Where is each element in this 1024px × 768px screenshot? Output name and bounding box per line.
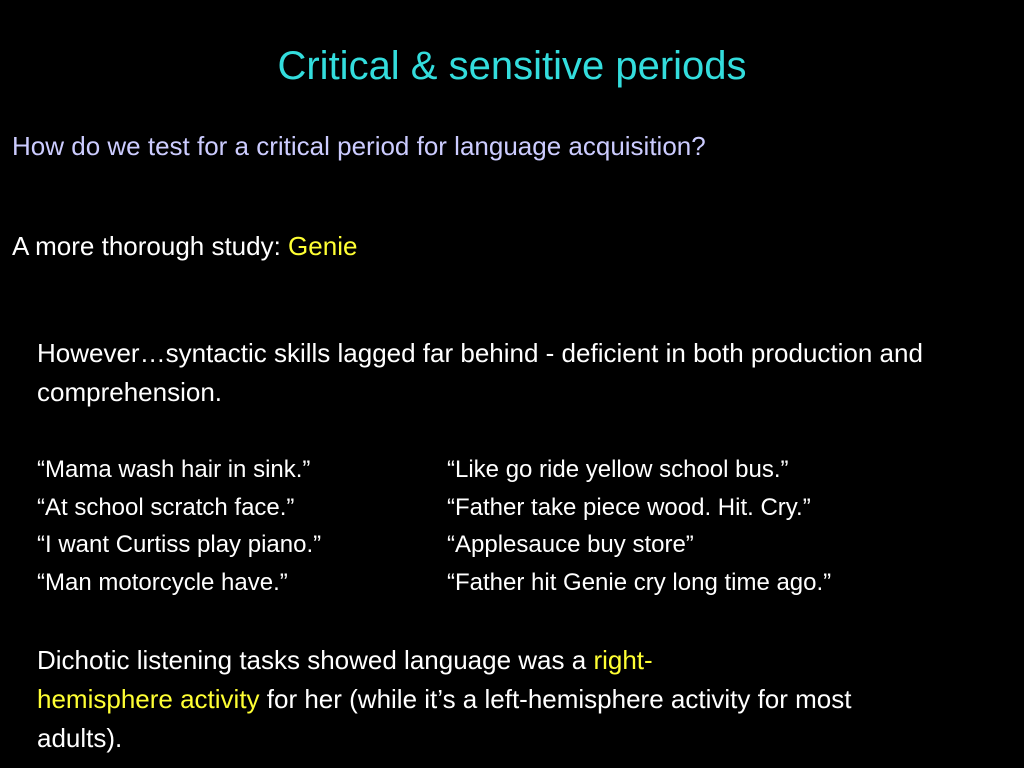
quote-right: “Father take piece wood. Hit. Cry.” xyxy=(447,493,811,521)
study-line xyxy=(12,228,357,264)
dichotic-paragraph xyxy=(37,641,897,758)
slide-title: Critical & sensitive periods xyxy=(277,44,747,88)
quote-left: “I want Curtiss play piano.” xyxy=(37,531,322,558)
quote-right: “Father hit Genie cry long time ago.” xyxy=(447,568,832,596)
however-paragraph: However…syntactic skills lagged far behind - deficient in both production and comprehension. xyxy=(37,338,923,407)
study-highlight: Genie xyxy=(288,231,358,261)
quote-right: “Like go ride yellow school bus.” xyxy=(447,456,789,483)
quote-left: “At school scratch face.” xyxy=(37,493,295,521)
quote-left: “Mama wash hair in sink.” xyxy=(37,456,311,483)
question-text: How do we test for a critical period for language acquisition? xyxy=(12,131,706,161)
quote-left: “Man motorcycle have.” xyxy=(37,568,288,596)
dichotic-prefix: Dichotic listening tasks showed language was a xyxy=(37,645,594,675)
dichotic-highlight-2: hemisphere activity xyxy=(37,684,260,714)
quote-right: “Applesauce buy store” xyxy=(447,531,694,558)
dichotic-highlight-1: right- xyxy=(593,645,653,675)
dichotic-suffix: for her (while it’s a left-hemisphere activity for most adults). xyxy=(37,684,852,753)
study-prefix: A more thorough study: xyxy=(12,231,289,261)
